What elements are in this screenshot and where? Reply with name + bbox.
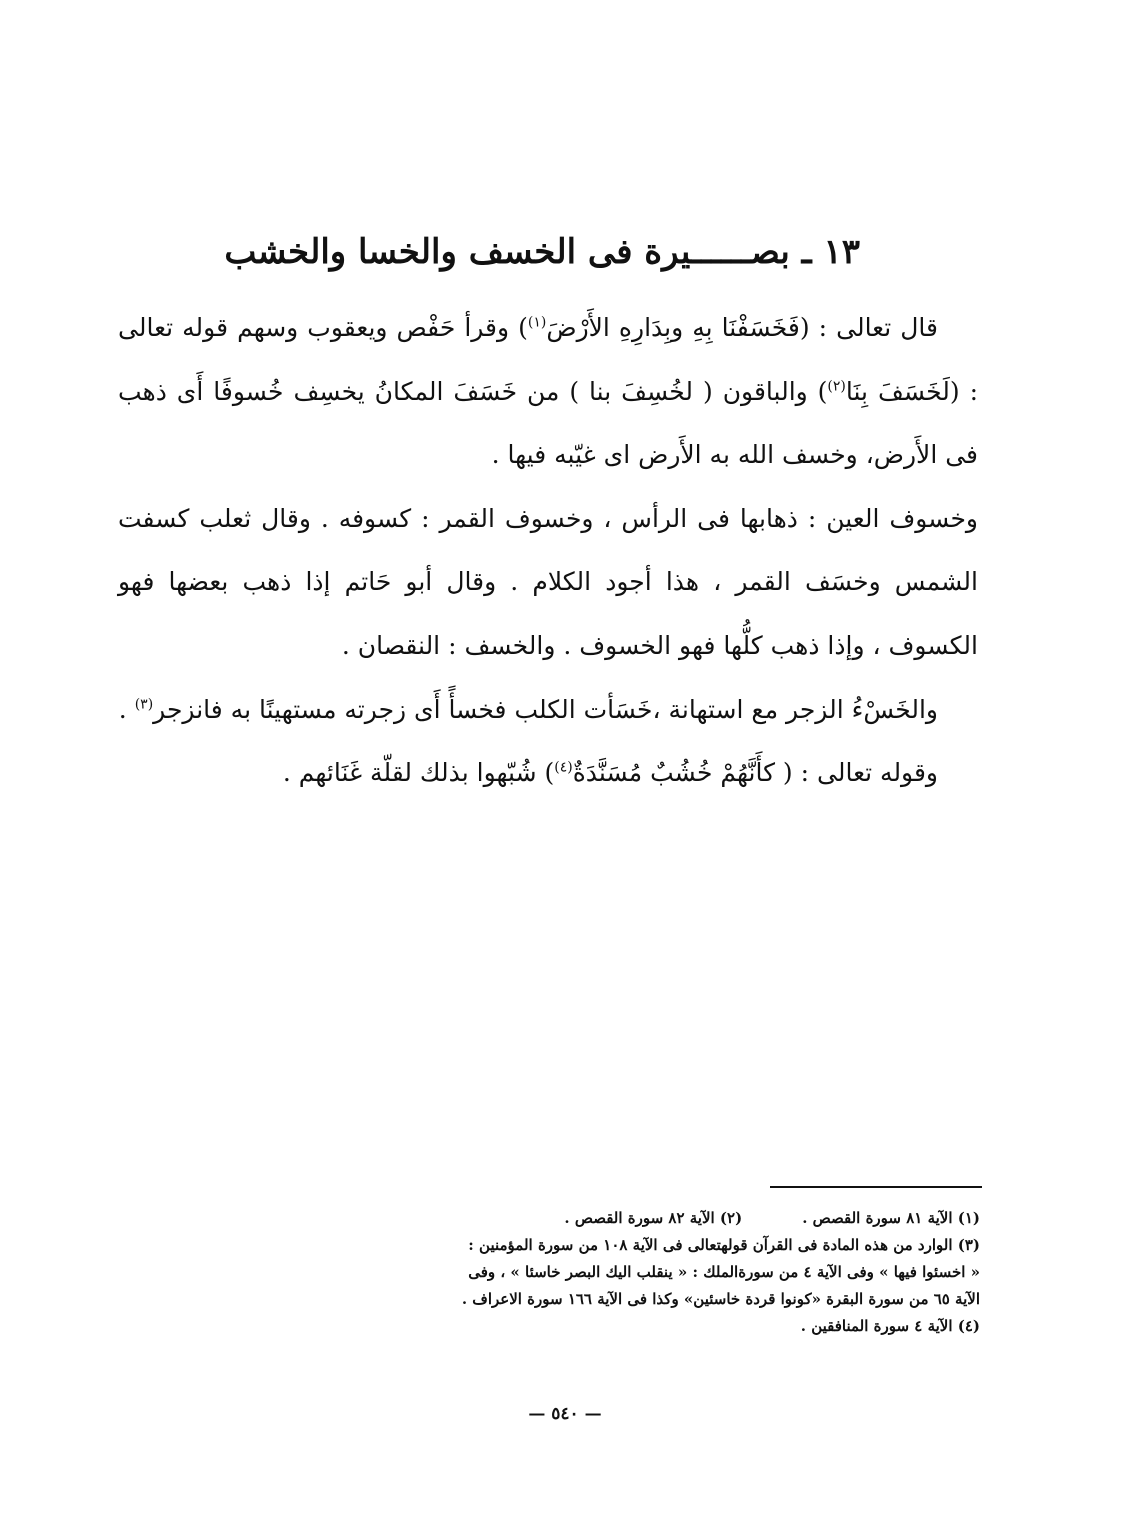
text-run: وقوله تعالى : ( كأَنَّهُمْ خُشُبٌ مُسَنَّدَةٌ	[572, 758, 938, 788]
footnote-3-line-1: (٣) الوارد من هذه المادة فى القرآن قولهتعالى فى الآية ١٠٨ من سورة المؤمنين :	[468, 1236, 980, 1254]
footnote-ref-4: (٤)	[554, 759, 573, 776]
paragraph-2: وخسوف العين : ذهابها فى الرأس ، وخسوف القمر : كسوفه . وقال ثعلب كسفت الشمس وخسَف القمر ، هذا أجود الكلام . وقال أبو حَاتم إذا ذهب بعضها فهو الكسوف ، وإذا ذهب كلُّها فهو الخسوف . والخسف : النقصان .	[118, 503, 978, 660]
footnotes	[210, 1205, 980, 1340]
footnote-2: (٢) الآية ٨٢ سورة القصص .	[564, 1209, 743, 1227]
footnote-row-1-2	[210, 1205, 980, 1232]
text-run: والخَسْءُ الزجر مع استهانة ،خَسَأت الكلب فخسأً أَى زجرته مستهينًا به فانزجر	[153, 694, 938, 724]
footnote-4: (٤) الآية ٤ سورة المنافقين .	[800, 1317, 980, 1335]
section-title: ١٣ ـ بصــــــيرة فى الخسف والخسا والخشب	[224, 232, 860, 272]
paragraph-3	[118, 678, 978, 742]
footnote-separator	[770, 1186, 982, 1188]
paragraph-4	[118, 741, 978, 805]
text-run: ) والباقون ( لخُسِفَ بنا ) من خَسَفَ المكانُ يخسِف خُسوفًا أَى ذهب فى الأَرض، وخسف الله به الأَرض اى غيّبه فيها .	[118, 376, 978, 470]
main-text	[118, 296, 978, 805]
paragraph-1	[118, 296, 978, 487]
page-number: — ٥٤٠ —	[528, 1404, 602, 1424]
footnote-1: (١) الآية ٨١ سورة القصص .	[802, 1209, 980, 1227]
text-run: ) وقرأ حَفْص ويعقوب وسهم قوله تعالى : (لَخَسَفَ بِنَا	[118, 313, 979, 406]
footnote-3-line-2: « اخسئوا فيها » وفى الآية ٤ من سورةالملك : « ينقلب اليك البصر خاسئا » ، وفى	[468, 1263, 980, 1281]
text-run: قال تعالى : (فَخَسَفْنَا بِهِ وبِدَارِهِ الأَرْضَ	[546, 313, 938, 342]
footnote-3-line-3: الآية ٦٥ من سورة البقرة «كونوا قردة خاسئين» وكذا فى الآية ١٦٦ سورة الاعراف .	[461, 1290, 980, 1308]
text-run: ) شُبّهوا بذلك لقلّة غَنَائهم .	[282, 758, 555, 788]
text-run: .	[118, 694, 135, 724]
footnote-ref-1: (١)	[527, 314, 547, 331]
footnote-ref-2: (٢)	[827, 378, 846, 395]
footnote-ref-3: (٣)	[134, 696, 154, 713]
